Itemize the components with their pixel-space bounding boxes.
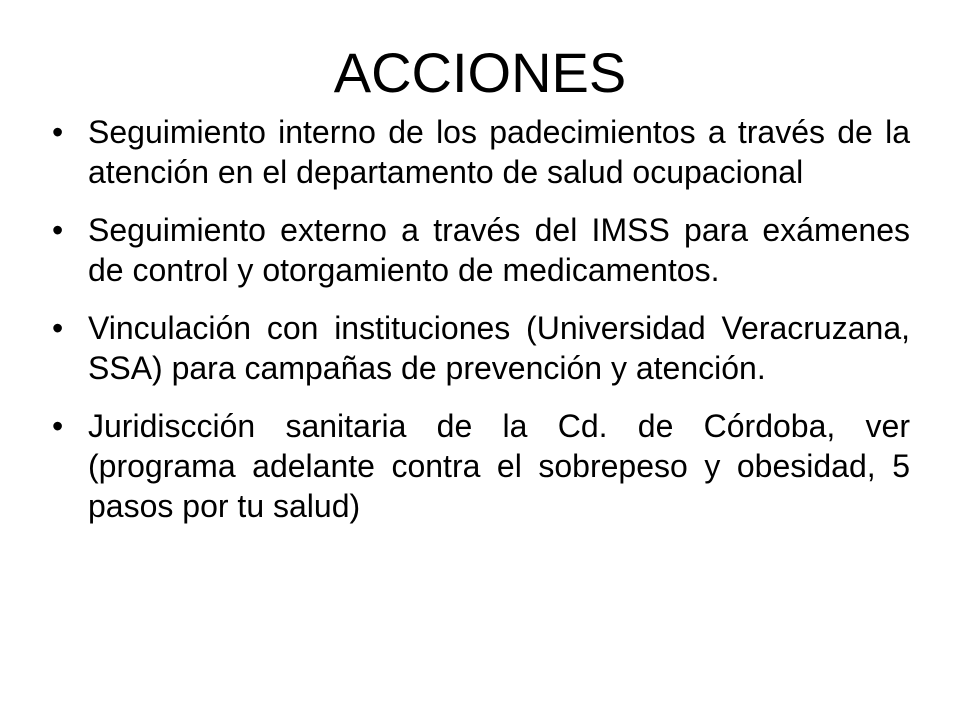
bullet-item-1 [48, 112, 910, 192]
bullet-dot-icon: • [52, 408, 64, 444]
slide-title: ACCIONES [333, 41, 627, 104]
bullet-item-2 [48, 210, 910, 290]
bullet-dot-icon: • [52, 114, 64, 150]
bullet-text: Seguimiento interno de los padecimientos a través de la atención en el departamento de salud ocupacional [88, 114, 910, 190]
bullet-item-4 [48, 406, 910, 526]
bullet-dot-icon: • [52, 310, 64, 346]
bullet-text: Vinculación con instituciones (Universidad Veracruzana, SSA) para campañas de prevención y atención. [88, 310, 910, 386]
bullet-list [48, 112, 910, 544]
bullet-dot-icon: • [52, 212, 64, 248]
bullet-text: Seguimiento externo a través del IMSS para exámenes de control y otorgamiento de medicamentos. [88, 212, 910, 288]
bullet-text: Juridiscción sanitaria de la Cd. de Córdoba, ver (programa adelante contra el sobrepeso y obesidad, 5 pasos por tu salud) [88, 408, 910, 524]
bullet-item-3 [48, 308, 910, 388]
